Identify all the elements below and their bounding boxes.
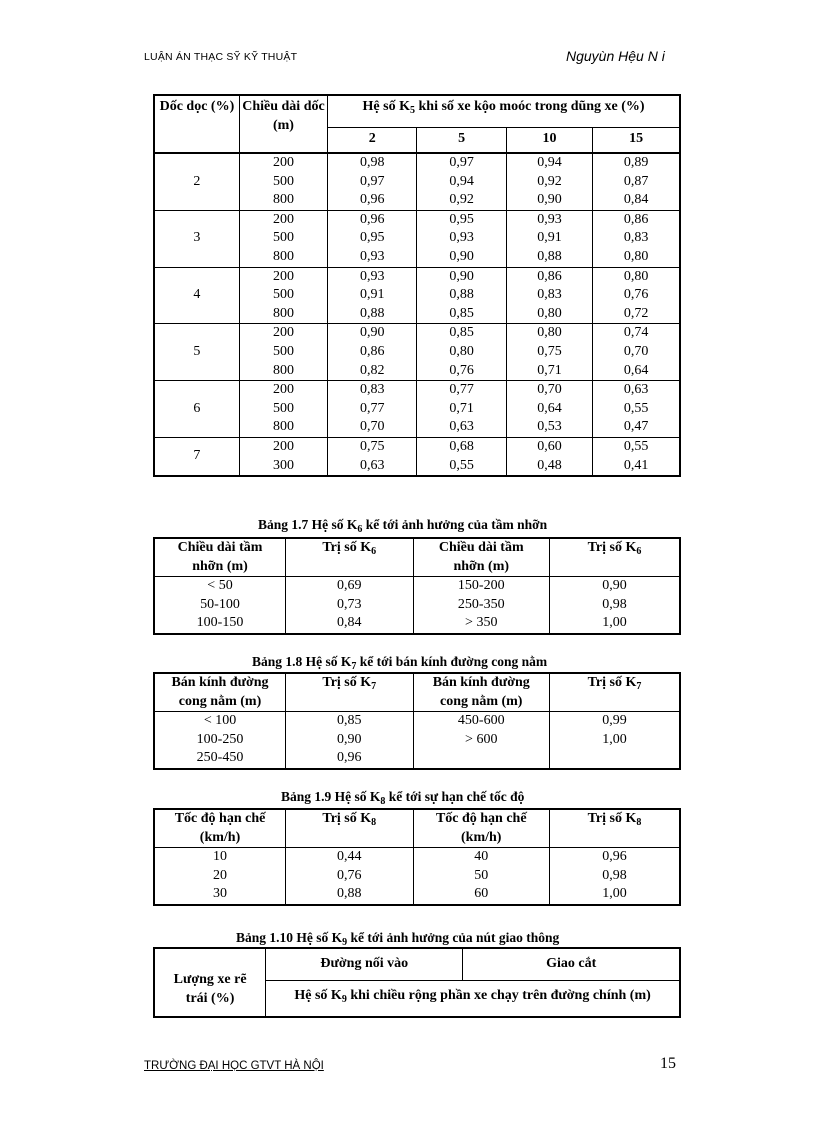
cell-value: 0,88: [337, 886, 362, 902]
value-column: [154, 848, 286, 905]
cell-value: 0,83: [360, 382, 385, 398]
cell-value: 0,95: [360, 230, 385, 246]
length-cell: [239, 324, 327, 381]
cell-value: 0,86: [537, 268, 562, 284]
column-header: [154, 538, 286, 577]
cell-value: 0,80: [623, 268, 649, 284]
cell-value: 0,75: [360, 438, 385, 454]
value-column: [286, 712, 413, 769]
slope-value: 7: [193, 448, 201, 464]
cell-value: 0,55: [623, 400, 649, 416]
k5-value-cell: [328, 324, 417, 381]
slope-value: 5: [193, 343, 201, 359]
cell-value: 250-450: [196, 750, 244, 766]
cell-value: 300: [272, 457, 294, 473]
cell-value: 0,93: [360, 268, 385, 284]
length-cell: [239, 437, 327, 476]
cell-value: 800: [272, 305, 294, 321]
cell-value: 0,60: [537, 438, 562, 454]
value-column: [413, 712, 550, 769]
header-line: Bán kính đường: [171, 675, 269, 690]
connecting-road-header: Đường nối vào: [266, 948, 463, 980]
cell-value: 0,96: [337, 750, 362, 766]
slope-cell: [154, 437, 239, 476]
k5-value-cell: [506, 153, 592, 210]
cell-value: 0,64: [537, 400, 562, 416]
cell-value: 0,92: [537, 173, 562, 189]
cell-value: 0,89: [623, 155, 649, 170]
cell-value: 0,63: [360, 457, 385, 473]
cell-value: > 350: [465, 615, 498, 631]
cell-value: 0,84: [337, 615, 362, 631]
slope-value: 4: [193, 287, 201, 303]
cell-value: > 600: [465, 731, 498, 747]
header-line: cong nằm (m): [178, 693, 262, 709]
column-header: [286, 538, 413, 577]
cell-value: 0,68: [449, 438, 474, 454]
cell-value: 0,74: [623, 325, 649, 341]
header-text: Trị số K: [587, 811, 637, 826]
k5-value-cell: [506, 437, 592, 476]
cell-value: 0,91: [360, 287, 385, 303]
cell-value: 0,86: [360, 343, 385, 359]
cell-value: 0,99: [602, 713, 627, 729]
cell-value: 0,90: [360, 325, 385, 341]
k9-table: [153, 947, 681, 1018]
cell-value: 0,73: [337, 596, 362, 612]
cell-value: 100-250: [196, 731, 244, 747]
subcol-header: 15: [593, 127, 680, 153]
k5-value-cell: [417, 267, 506, 324]
cell-value: 0,55: [623, 438, 649, 454]
header-text: Trị số K: [322, 811, 372, 826]
k5-value-cell: [506, 324, 592, 381]
cell-value: 100-150: [196, 615, 244, 631]
cell-value: 0,96: [602, 849, 627, 865]
k5-table: [153, 94, 681, 477]
column-header: [413, 673, 550, 712]
cell-value: 0,91: [537, 230, 562, 246]
subcol-header: 2: [328, 127, 417, 153]
cell-value: 0,70: [623, 343, 649, 359]
cell-value: 0,80: [449, 343, 474, 359]
column-header: [154, 809, 286, 848]
header-subscript: 8: [371, 817, 377, 828]
slope-value: 6: [193, 400, 201, 416]
cell-value: 0,98: [360, 155, 385, 170]
cell-value: 0,97: [449, 155, 474, 170]
cell-value: 0,86: [623, 211, 649, 227]
subcol-header: 10: [506, 127, 592, 153]
cell-value: 0,85: [337, 713, 362, 729]
cell-value: 0,76: [337, 867, 362, 883]
cell-value: 0,64: [623, 362, 649, 378]
k8-table: [153, 808, 681, 906]
length-cell: [239, 381, 327, 438]
header-row: [154, 809, 680, 848]
header-subscript: 8: [636, 817, 642, 828]
length-cell: [239, 153, 327, 210]
k5-value-cell: [328, 437, 417, 476]
cell-value: 0,88: [360, 305, 385, 321]
column-header: [413, 809, 550, 848]
table-row: [154, 267, 680, 324]
value-column: [550, 848, 681, 905]
cell-value: 500: [272, 230, 294, 246]
k5-value-cell: [417, 381, 506, 438]
cell-value: 0,71: [449, 400, 474, 416]
column-header: [154, 673, 286, 712]
cell-value: 0,69: [337, 578, 362, 594]
cell-value: 0,85: [449, 325, 474, 341]
cell-value: 200: [272, 438, 294, 454]
slope-value: 3: [193, 230, 201, 246]
cell-value: 0,77: [449, 382, 474, 398]
cell-value: 200: [272, 211, 294, 227]
cell-value: 30: [213, 886, 228, 902]
table-body-row: [154, 712, 680, 769]
header-subscript: 6: [636, 546, 642, 557]
header-row: [154, 538, 680, 577]
k5-value-cell: [328, 267, 417, 324]
column-header: [550, 673, 681, 712]
table-row: [154, 324, 680, 381]
cell-value: 0,82: [360, 362, 385, 378]
header-line: nhỡn (m): [453, 558, 510, 574]
column-header: [286, 673, 413, 712]
header-subscript: 7: [636, 681, 642, 692]
cell-value: 1,00: [602, 731, 627, 747]
cell-value: 0,83: [537, 287, 562, 303]
cell-value: 150-200: [457, 578, 505, 594]
left-turn-header: Lượng xe rẽ trái (%): [154, 948, 266, 1017]
table19-caption: Bảng 1.9 Hệ số $K_8$ kể tới sự hạn chế tốc độ: [281, 789, 525, 807]
header-line: Tốc độ hạn chế: [174, 811, 266, 826]
cell-value: 0,93: [360, 248, 385, 264]
k5-value-cell: [417, 153, 506, 210]
cell-value: 250-350: [457, 596, 505, 612]
header-line: (km/h): [199, 829, 241, 845]
column-header: [550, 809, 681, 848]
cell-value: 1,00: [602, 886, 627, 902]
cell-value: 0,96: [360, 211, 385, 227]
value-column: [286, 848, 413, 905]
cell-value: 50: [474, 867, 489, 883]
k5-value-cell: [328, 210, 417, 267]
value-column: [413, 848, 550, 905]
cell-value: 0,41: [623, 457, 649, 473]
cell-value: 800: [272, 362, 294, 378]
cell-value: 0,85: [449, 305, 474, 321]
cell-value: 0,76: [449, 362, 474, 378]
cell-value: 0,47: [623, 419, 649, 435]
k5-value-cell: [417, 324, 506, 381]
cell-value: 0,94: [449, 173, 474, 189]
cell-value: 0,84: [623, 192, 649, 208]
k5-value-cell: [417, 210, 506, 267]
slope-cell: [154, 381, 239, 438]
cell-value: 500: [272, 173, 294, 189]
cell-value: 0,77: [360, 400, 385, 416]
cell-value: 200: [272, 382, 294, 398]
cell-value: 800: [272, 419, 294, 435]
k5-value-cell: [593, 381, 680, 438]
column-header: [550, 538, 681, 577]
k5-value-cell: [593, 210, 680, 267]
intersection-header: Giao cắt: [463, 948, 680, 980]
cell-value: 0,98: [602, 596, 627, 612]
cell-value: 0,80: [537, 305, 562, 321]
cell-value: 0,96: [360, 192, 385, 208]
k6-table: [153, 537, 681, 635]
slope-cell: [154, 210, 239, 267]
cell-value: 0,72: [623, 305, 649, 321]
cell-value: 0,63: [623, 382, 649, 398]
cell-value: 500: [272, 400, 294, 416]
k5-group-header: Hệ số $K_5$ khi số xe kộo moóc trong dũng xe (%): [328, 95, 680, 127]
cell-value: 0,97: [360, 173, 385, 189]
cell-value: < 100: [203, 713, 237, 729]
cell-value: 0,80: [537, 325, 562, 341]
header-line: nhỡn (m): [192, 558, 248, 574]
value-column: [286, 577, 413, 634]
k5-value-cell: [593, 267, 680, 324]
cell-value: 0,76: [623, 287, 649, 303]
header-left: LUẬN ÁN THẠC SỸ KỸ THUẬT: [144, 51, 298, 63]
cell-value: 0,63: [449, 419, 474, 435]
cell-value: 500: [272, 287, 294, 303]
table-row: [154, 210, 680, 267]
k5-value-cell: [328, 381, 417, 438]
header-row: [154, 673, 680, 712]
table-row: [154, 153, 680, 210]
header-text: Trị số K: [322, 540, 372, 555]
value-column: [550, 712, 681, 769]
cell-value: 0,90: [337, 731, 362, 747]
cell-value: 0,93: [449, 230, 474, 246]
value-column: [154, 712, 286, 769]
table-row: [154, 381, 680, 438]
header-line: (km/h): [461, 829, 502, 845]
cell-value: 0,95: [449, 211, 474, 227]
col-slope-header: Dốc dọc (%): [154, 95, 239, 153]
col-length-header: Chiều dài dốc (m): [239, 95, 327, 153]
k5-value-cell: [328, 153, 417, 210]
cell-value: 0,80: [623, 248, 649, 264]
header-subscript: 7: [371, 681, 377, 692]
cell-value: 40: [474, 849, 489, 865]
cell-value: 200: [272, 325, 294, 341]
page-number: 15: [660, 1055, 676, 1072]
column-header: [286, 809, 413, 848]
cell-value: 0,71: [537, 362, 562, 378]
header-line: Bán kính đường: [432, 675, 530, 690]
k5-value-cell: [593, 437, 680, 476]
k5-value-cell: [506, 381, 592, 438]
header-line: Chiều dài tầm: [438, 540, 524, 555]
cell-value: 0,90: [537, 192, 562, 208]
header-text: Trị số K: [587, 675, 637, 690]
k5-value-cell: [417, 437, 506, 476]
cell-value: 10: [213, 849, 228, 865]
table-body-row: [154, 577, 680, 634]
slope-cell: [154, 324, 239, 381]
length-cell: [239, 210, 327, 267]
cell-value: 500: [272, 343, 294, 359]
cell-value: 0,48: [537, 457, 562, 473]
cell-value: 50-100: [200, 596, 240, 612]
length-cell: [239, 267, 327, 324]
cell-value: 450-600: [457, 713, 505, 729]
table17-caption: Bảng 1.7 Hệ số $K_6$ kể tới ảnh hưởng của tầm nhỡn: [258, 517, 548, 535]
header-text: Trị số K: [587, 540, 637, 555]
cell-value: 800: [272, 248, 294, 264]
cell-value: 0,90: [449, 248, 474, 264]
k5-value-cell: [593, 153, 680, 210]
header-subscript: 6: [371, 546, 377, 557]
k5-value-cell: [506, 267, 592, 324]
cell-value: 0,98: [602, 867, 627, 883]
cell-value: 200: [272, 268, 294, 284]
cell-value: 0,94: [537, 155, 562, 170]
header-text: Trị số K: [322, 675, 372, 690]
cell-value: 60: [474, 886, 489, 902]
cell-value: 0,75: [537, 343, 562, 359]
value-column: [154, 577, 286, 634]
k5-value-cell: [506, 210, 592, 267]
k9-width-header: Hệ số $K_9$ khi chiều rộng phần xe chạy trên đường chính (m): [294, 987, 651, 1005]
header-line: Tốc độ hạn chế: [435, 811, 527, 826]
column-header: [413, 538, 550, 577]
table110-caption: Bảng 1.10 Hệ số $K_9$ kể tới ảnh hưởng của nút giao thông: [236, 930, 560, 948]
cell-value: 0,90: [602, 578, 627, 594]
cell-value: 0,88: [449, 287, 474, 303]
cell-value: 0,87: [623, 173, 649, 189]
table-row: [154, 437, 680, 476]
slope-value: 2: [193, 173, 201, 189]
cell-value: 0,88: [537, 248, 562, 264]
cell-value: 1,00: [602, 615, 627, 631]
header-line: Chiều dài tầm: [177, 540, 263, 555]
cell-value: 800: [272, 192, 294, 208]
slope-cell: [154, 267, 239, 324]
value-column: [550, 577, 681, 634]
table18-caption: Bảng 1.8 Hệ số $K_7$ kể tới bán kính đường cong nằm: [252, 654, 548, 672]
subcol-header: 5: [417, 127, 506, 153]
table-body-row: [154, 848, 680, 905]
cell-value: 0,93: [537, 211, 562, 227]
cell-value: 200: [272, 155, 294, 170]
footer-left: TRƯỜNG ĐẠI HỌC GTVT HÀ NỘI: [144, 1060, 324, 1072]
cell-value: 0,92: [449, 192, 474, 208]
cell-value: 0,90: [449, 268, 474, 284]
cell-value: 0,70: [537, 382, 562, 398]
cell-value: 0,44: [337, 849, 362, 865]
cell-value: 0,53: [537, 419, 562, 435]
k7-table: [153, 672, 681, 770]
value-column: [413, 577, 550, 634]
k5-value-cell: [593, 324, 680, 381]
cell-value: 0,55: [449, 457, 474, 473]
cell-value: 20: [213, 867, 228, 883]
header-right: Nguyùn Hệu N i: [566, 48, 665, 64]
slope-cell: [154, 153, 239, 210]
cell-value: < 50: [207, 578, 233, 594]
cell-value: 0,83: [623, 230, 649, 246]
cell-value: 0,70: [360, 419, 385, 435]
header-line: cong nằm (m): [440, 693, 523, 709]
